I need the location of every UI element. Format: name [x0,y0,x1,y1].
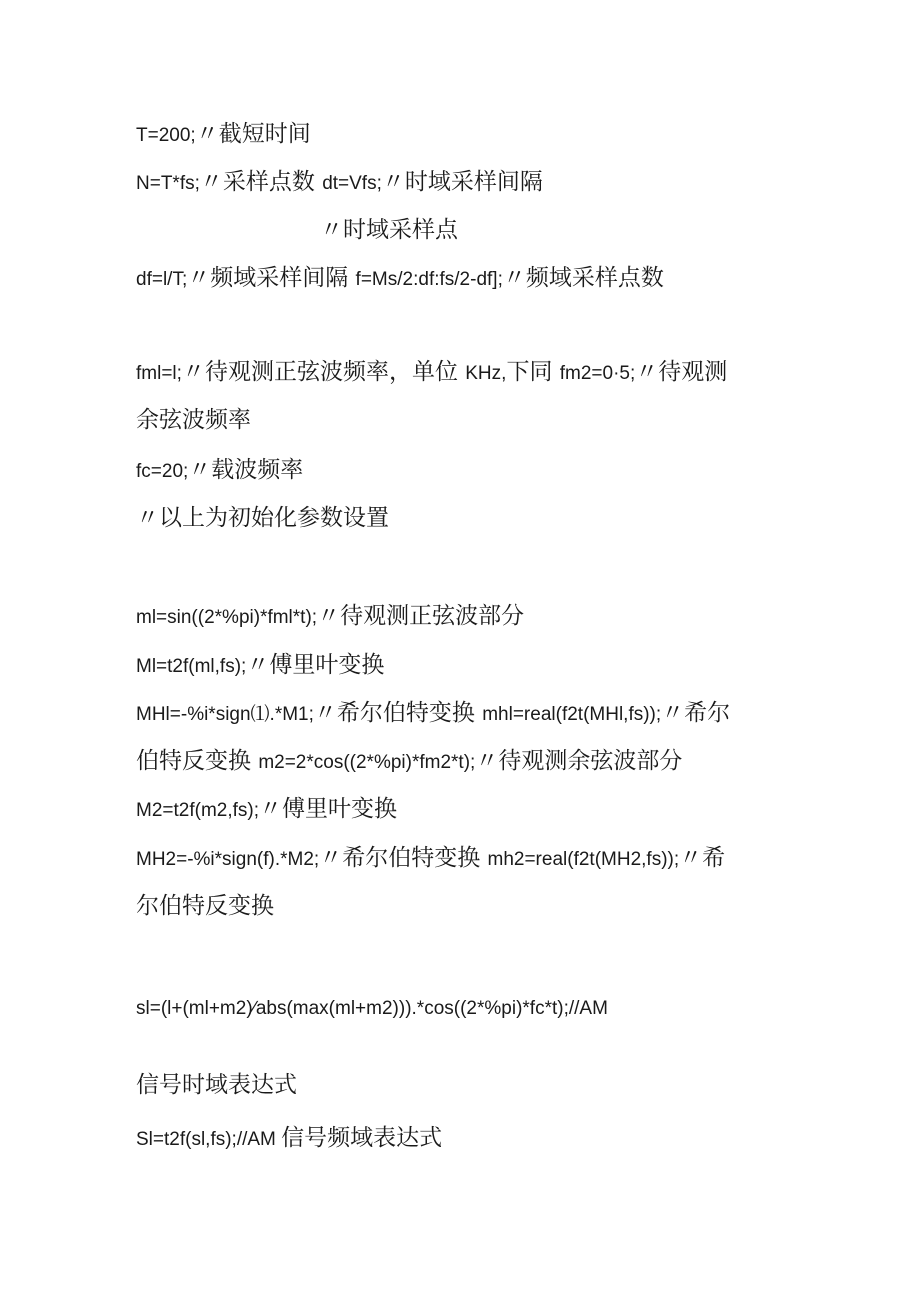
comment: 尔伯特反变换 [136,893,274,919]
code-line-5 [136,358,727,388]
code-line-10 [136,651,384,681]
code-line-13 [136,795,397,825]
code: Sl=t2f(sl,fs);//AM [136,1129,282,1150]
comment: 〃频域采样点数 [502,265,664,291]
code: M2=t2f(m2,fs); [136,800,259,821]
code: df=l/T; [136,269,188,290]
code: f=Ms/2:df:fs/2-df]; [355,269,503,290]
code-line-17 [136,1071,297,1099]
code-line-15 [136,892,274,920]
comment: 〃希尔伯特变换 [313,700,483,726]
comment: 〃时域采样点 [320,217,458,243]
comment: 信号时域表达式 [136,1072,297,1098]
code-line-16 [136,993,608,1023]
comment: 伯特反变换 [136,748,259,774]
comment: 〃希尔伯特变换 [319,845,488,871]
code: m2=2*cos((2*%pi)*fm2*t); [258,752,476,773]
code-line-7 [136,456,303,486]
code: fc=20; [136,461,189,482]
comment: 〃载波频率 [188,457,304,483]
code-line-2 [136,168,543,198]
comment: 〃希尔 [661,700,731,726]
comment: 〃待观测余弦波部分 [475,748,683,774]
code: fm2=0·5; [559,363,636,384]
code-line-14 [136,844,725,874]
code: mh2=real(f2t(MH2,fs)); [487,849,680,870]
code: T=200; [136,125,196,146]
code: mhl=real(f2t(MHl,fs)); [482,704,662,725]
code-line-9 [136,602,524,632]
code: sl=(l+(ml+m2)∕abs(max(ml+m2))).*cos((2*%pi)*fc*t);//AM [136,998,608,1019]
code: fml=l; [136,363,182,384]
code: ml=sin((2*%pi)*fml*t); [136,607,318,628]
code: dt=Vfs; [322,173,382,194]
code-line-8 [136,504,389,532]
comment: 〃待观测正弦波部分 [317,603,525,629]
comment: 〃截短时间 [195,121,311,147]
comment: 〃采样点数 [199,169,323,195]
comment: 〃希 [679,845,726,871]
code: KHz, [465,363,507,384]
comment: 〃以上为初始化参数设置 [136,505,389,531]
comment: 〃傅里叶变换 [259,796,397,822]
code-line-4 [136,264,664,294]
comment: 下同 [506,359,560,385]
comment: 〃傅里叶变换 [246,652,385,678]
comment: 〃频域采样间隔 [187,265,356,291]
code-line-11 [136,699,730,729]
code: MH2=-%i*sign(f).*M2; [136,849,320,870]
code: Ml=t2f(ml,fs); [136,656,247,677]
comment: 〃待观测 [635,359,728,385]
code-line-18 [136,1124,442,1154]
comment: 〃时域采样间隔 [381,169,543,195]
code-line-12 [136,747,682,777]
code-line-3 [320,216,458,244]
comment: 〃待观测正弦波频率，单位 [181,359,466,385]
code-line-6 [136,406,251,434]
code: MHl=-%i*sign⑴.*M1; [136,704,314,725]
code: N=T*fs; [136,173,200,194]
comment: 信号频域表达式 [281,1125,443,1151]
code-line-1 [136,120,311,150]
comment: 余弦波频率 [136,407,251,433]
